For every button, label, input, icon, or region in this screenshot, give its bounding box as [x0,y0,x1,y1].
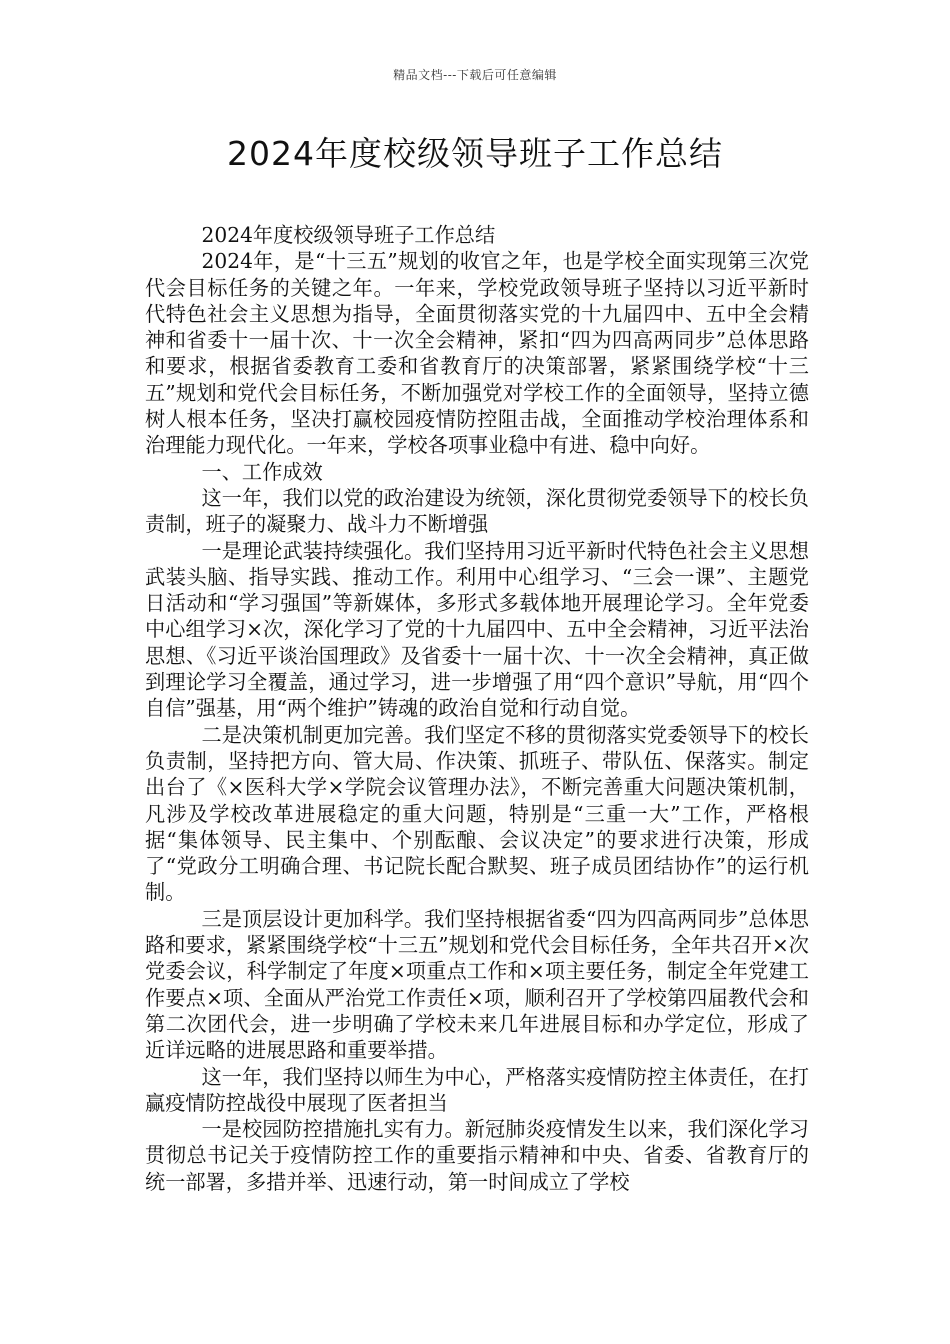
intro-paragraph: 2024年，是“十三五”规划的收官之年，也是学校全面实现第三次党代会目标任务的关键之年。一年来，学校党政领导班子坚持以习近平新时代特色社会主义思想为指导，全面贯彻落实党的十九届四中、五中全会精神和省委十一届十次、十一次全会精神，紧扣“四为四高两同步”总体思路和要求，根据省委教育工委和省教育厅的决策部署，紧紧围绕学校“十三五”规划和党代会目标任务，不断加强党对学校工作的全面领导，坚持立德树人根本任务，坚决打赢校园疫情防控阻击战，全面推动学校治理体系和治理能力现代化。一年来，学校各项事业稳中有进、稳中向好。 [145,249,809,458]
body-paragraph: 这一年，我们坚持以师生为中心，严格落实疫情防控主体责任，在打赢疫情防控战役中展现了医者担当 [145,1064,809,1115]
header-note: 精品文档---下载后可任意编辑 [393,68,557,82]
body-paragraph: 一是校园防控措施扎实有力。新冠肺炎疫情发生以来，我们深化学习贯彻总书记关于疫情防控工作的重要指示精神和中央、省委、省教育厅的统一部署，多措并举、迅速行动，第一时间成立了学校 [145,1117,809,1194]
section-heading: 一、工作成效 [201,459,323,484]
body-paragraph: 这一年，我们以党的政治建设为统领，深化贯彻党委领导下的校长负责制，班子的凝聚力、战斗力不断增强 [145,485,809,537]
body-paragraph: 二是决策机制更加完善。我们坚定不移的贯彻落实党委领导下的校长负责制，坚持把方向、管大局、作决策、抓班子、带队伍、保落实。制定出台了《×医科大学×学院会议管理办法》，不断完善重大问题决策机制，凡涉及学校改革进展稳定的重大问题，特别是“三重一大”工作，严格根据“集体领导、民主集中、个别酝酿、会议决定”的要求进行决策，形成了“党政分工明确合理、书记院长配合默契、班子成员团结协作”的运行机制。 [145,722,809,905]
document-title: 2024年度校级领导班子工作总结 [227,134,723,173]
body-paragraph: 一是理论武装持续强化。我们坚持用习近平新时代特色社会主义思想武装头脑、指导实践、推动工作。利用中心组学习、“三会一课”、主题党日活动和“学习强国”等新媒体，多形式多载体地开展理论学习。全年党委中心组学习×次，深化学习了党的十九届四中、五中全会精神，习近平法治思想、《习近平谈治国理政》及省委十一届十次、十一次全会精神，真正做到理论学习全覆盖，通过学习，进一步增强了用“四个意识”导航，用“四个自信”强基，用“两个维护”铸魂的政治自觉和行动自觉。 [145,538,809,721]
document-body [145,222,809,1195]
subtitle-paragraph: 2024年度校级领导班子工作总结 [201,223,496,247]
body-paragraph: 三是顶层设计更加科学。我们坚持根据省委“四为四高两同步”总体思路和要求，紧紧围绕学校“十三五”规划和党代会目标任务，全年共召开×次党委会议，科学制定了年度×项重点工作和×项主要任务，制定全年党建工作要点×项、全面从严治党工作责任×项，顺利召开了学校第四届教代会和第二次团代会，进一步明确了学校未来几年进展目标和办学定位，形成了近详远略的进展思路和重要举措。 [145,906,809,1063]
